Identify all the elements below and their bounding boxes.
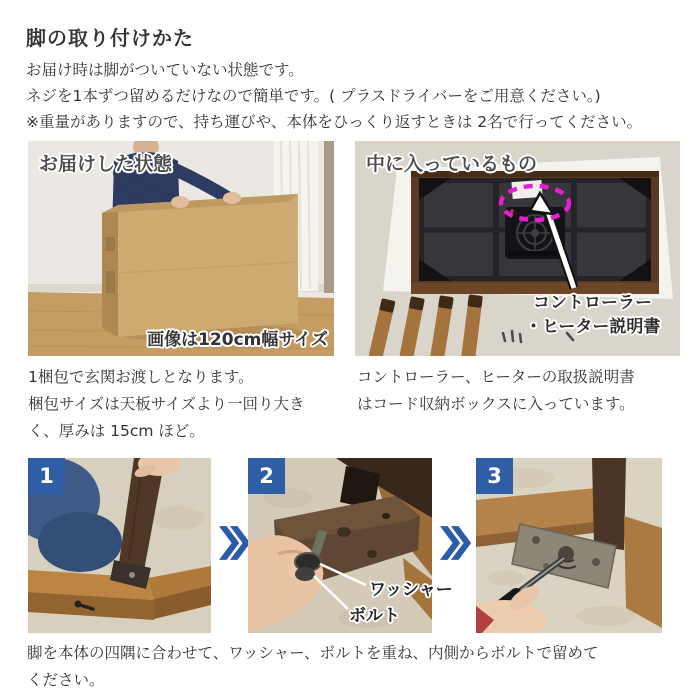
washer-label: ワッシャー	[369, 580, 453, 600]
steps-footer-line-1: 脚を本体の四隅に合わせて、ワッシャー、ボルトを重ね、内側からボルトで留めて	[27, 644, 599, 662]
controller-annotation-line-2: ・ヒーター説明書	[525, 317, 661, 337]
step-number-badge: 2	[248, 458, 285, 494]
window-frame	[324, 141, 334, 293]
contents-photo-label: 中に入っているもの	[366, 153, 538, 175]
intro-line-1: お届け時は脚がついていない状態です。	[26, 61, 304, 79]
next-step-arrow-icon	[219, 522, 251, 564]
box-contents-photo	[355, 141, 680, 356]
step-number-badge: 3	[476, 458, 513, 494]
controller-annotation-line-1: コントローラー	[533, 293, 652, 313]
cardboard-box	[102, 194, 298, 337]
intro-line-2: ネジを1本ずつ留めるだけなので簡単です。( プラスドライバーをご用意ください。)	[26, 87, 601, 105]
steps-footer-line-2: ください。	[27, 671, 105, 689]
delivered-photo-label: お届けした状態	[39, 153, 173, 175]
intro-line-3: ※重量がありますので、持ち運びや、本体をひっくり返すときは 2名で行ってください。	[26, 113, 643, 131]
step-1-photo	[28, 458, 211, 633]
contents-caption-line-1: コントローラー、ヒーターの取扱説明書	[357, 368, 635, 386]
step-2-photo	[248, 458, 453, 633]
bolt-label: ボルト	[349, 606, 400, 626]
delivered-caption-line-1: 1梱包で玄関お渡しとなります。	[28, 368, 254, 386]
delivered-caption-line-2: 梱包サイズは天板サイズより一回り大き	[28, 395, 305, 413]
step-number-badge: 1	[28, 458, 65, 494]
page-title: 脚の取り付けかた	[26, 26, 194, 50]
person-left-hand	[171, 196, 189, 208]
delivered-state-photo	[28, 141, 334, 356]
step-3-photo	[476, 458, 662, 633]
contents-caption-line-2: はコード収納ボックスに入っています。	[357, 395, 635, 413]
delivered-caption-line-3: く、厚みは 15cm ほど。	[28, 422, 205, 440]
kotatsu-table-upside-down	[411, 171, 659, 294]
size-note: 画像は120cm幅サイズ	[147, 330, 328, 350]
table-leg	[592, 458, 626, 550]
person-right-hand	[223, 192, 241, 204]
next-step-arrow-icon	[440, 522, 472, 564]
bracket-bolt	[129, 572, 135, 578]
